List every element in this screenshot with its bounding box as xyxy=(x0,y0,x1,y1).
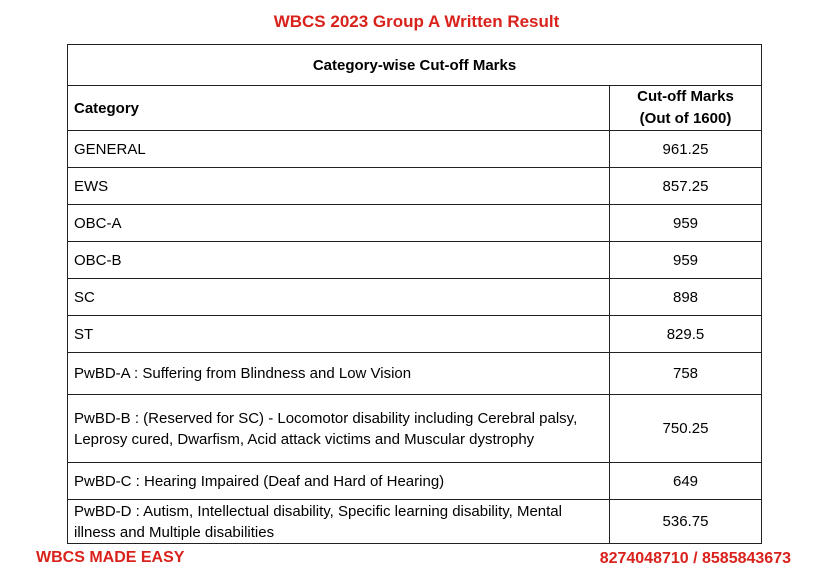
marks-cell: 961.25 xyxy=(610,131,762,168)
table-row xyxy=(68,463,762,500)
category-cell: PwBD-A : Suffering from Blindness and Low Vision xyxy=(68,353,610,395)
brand-name: WBCS MADE EASY xyxy=(36,549,185,566)
column-header-category: Category xyxy=(68,86,610,131)
column-header-marks xyxy=(610,86,762,131)
marks-cell: 758 xyxy=(610,353,762,395)
category-cell: EWS xyxy=(68,168,610,205)
category-cell: PwBD-B : (Reserved for SC) - Locomotor disability including Cerebral palsy, Leprosy cured, Dwarfism, Acid attack victims and Muscular dystrophy xyxy=(68,395,610,463)
table-row xyxy=(68,395,762,463)
table-row xyxy=(68,131,762,168)
marks-cell: 750.25 xyxy=(610,395,762,463)
category-cell: OBC-B xyxy=(68,242,610,279)
marks-cell: 649 xyxy=(610,463,762,500)
table-row xyxy=(68,205,762,242)
table-row xyxy=(68,279,762,316)
category-cell: GENERAL xyxy=(68,131,610,168)
column-header-marks-line2: (Out of 1600) xyxy=(639,110,732,127)
contact-phones: 8274048710 / 8585843673 xyxy=(599,550,791,567)
category-cell: OBC-A xyxy=(68,205,610,242)
table-caption: Category-wise Cut-off Marks xyxy=(68,45,762,86)
table-row xyxy=(68,316,762,353)
column-header-marks-line1: Cut-off Marks xyxy=(637,88,734,105)
marks-cell: 857.25 xyxy=(610,168,762,205)
category-cell: SC xyxy=(68,279,610,316)
table-row xyxy=(68,353,762,395)
table-caption-row xyxy=(68,45,762,86)
table-header-row xyxy=(68,86,762,131)
table-row xyxy=(68,168,762,205)
marks-cell: 898 xyxy=(610,279,762,316)
cutoff-table xyxy=(67,44,762,544)
marks-cell: 829.5 xyxy=(610,316,762,353)
marks-cell: 959 xyxy=(610,205,762,242)
category-cell: PwBD-D : Autism, Intellectual disability, Specific learning disability, Mental illness and Multiple disabilities xyxy=(68,500,610,544)
marks-cell: 536.75 xyxy=(610,500,762,544)
marks-cell: 959 xyxy=(610,242,762,279)
page-title: WBCS 2023 Group A Written Result xyxy=(273,12,560,31)
table-row xyxy=(68,500,762,544)
table-row xyxy=(68,242,762,279)
category-cell: ST xyxy=(68,316,610,353)
category-cell: PwBD-C : Hearing Impaired (Deaf and Hard of Hearing) xyxy=(68,463,610,500)
